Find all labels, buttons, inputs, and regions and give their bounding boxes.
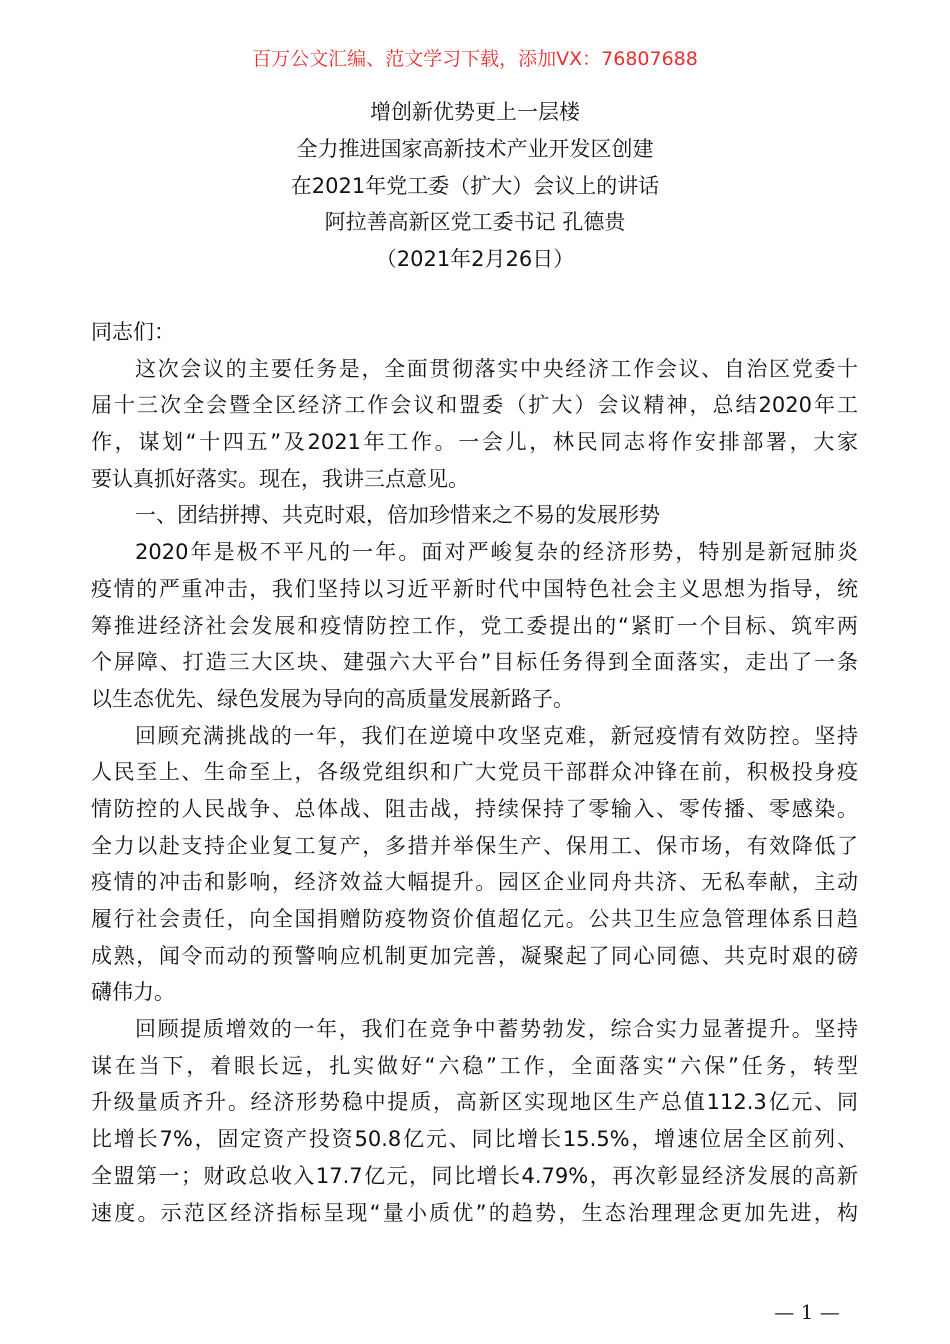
title-line: 增创新优势更上一层楼	[370, 100, 580, 124]
salutation: 同志们：	[91, 320, 175, 344]
document-body	[91, 314, 858, 1231]
page-number: — 1 —	[774, 1300, 840, 1324]
text-line: 个屏障、打造三大区块、建强六大平台”目标任务得到全面落实，走出了一条	[91, 650, 858, 675]
text-line: 2020年是极不平凡的一年。面对严峻复杂的经济形势，特别是新冠肺炎	[135, 540, 858, 565]
text-line: 届十三次全会暨全区经济工作会议和盟委（扩大）会议精神，总结2020年工	[91, 393, 858, 418]
text-line: 人民至上、生命至上，各级党组织和广大党员干部群众冲锋在前，积极投身疫	[91, 760, 858, 785]
text-line: 疫情的冲击和影响，经济效益大幅提升。园区企业同舟共济、无私奉献，主动	[91, 870, 858, 895]
text-line: 礴伟力。	[91, 980, 175, 1005]
text-line: 全盟第一；财政总收入17.7亿元，同比增长4.79%，再次彰显经济发展的高新	[91, 1163, 858, 1188]
paragraph-3	[91, 718, 858, 1012]
text-line: 筹推进经济社会发展和疫情防控工作，党工委提出的“紧盯一个目标、筑牢两	[91, 613, 858, 638]
text-line: 疫情的严重冲击，我们坚持以习近平新时代中国特色社会主义思想为指导，统	[91, 576, 858, 601]
text-line: 成熟，闻令而动的预警响应机制更加完善，凝聚起了同心同德、共克时艰的磅	[91, 943, 858, 968]
date-line: （2021年2月26日）	[375, 247, 575, 272]
paragraph-4	[91, 1011, 858, 1231]
text-line: 履行社会责任，向全国捐赠防疫物资价值超亿元。公共卫生应急管理体系日趋	[91, 907, 858, 931]
text-line: 速度。示范区经济指标呈现“量小质优”的趋势，生态治理理念更加先进，构	[91, 1200, 858, 1225]
text-line: 情防控的人民战争、总体战、阻击战，持续保持了零输入、零传播、零感染。	[91, 796, 858, 821]
subtitle-line: 全力推进国家高新技术产业开发区创建	[296, 136, 654, 161]
watermark-banner: 百万公文汇编、范文学习下载，添加VX：76807688	[252, 48, 698, 70]
text-line: 升级量质齐升。经济形势稳中提质，高新区实现地区生产总值112.3亿元、同	[91, 1090, 858, 1115]
occasion-line: 在2021年党工委（扩大）会议上的讲话	[290, 173, 660, 198]
text-line: 谋在当下，着眼长远，扎实做好“六稳”工作，全面落实“六保”任务，转型	[91, 1053, 858, 1078]
text-line: 以生态优先、绿色发展为导向的高质量发展新路子。	[91, 686, 574, 711]
text-line: 全力以赴支持企业复工复产，多措并举保生产、保用工、保市场，有效降低了	[91, 833, 858, 858]
text-line: 要认真抓好落实。现在，我讲三点意见。	[91, 466, 469, 491]
paragraph-2	[91, 534, 858, 717]
text-line: 这次会议的主要任务是，全面贯彻落实中央经济工作会议、自治区党委十	[135, 356, 858, 381]
text-line: 回顾充满挑战的一年，我们在逆境中攻坚克难，新冠疫情有效防控。坚持	[135, 723, 858, 748]
speaker-line: 阿拉善高新区党工委书记 孔德贵	[324, 210, 626, 235]
section-heading-1: 一、团结拼搏、共克时艰，倍加珍惜来之不易的发展形势	[135, 503, 660, 528]
text-line: 回顾提质增效的一年，我们在竞争中蓄势勃发，综合实力显著提升。坚持	[135, 1017, 858, 1042]
text-line: 比增长7%，固定资产投资50.8亿元、同比增长15.5%，增速位居全区前列、	[91, 1127, 858, 1152]
text-line: 作，谋划“十四五”及2021年工作。一会儿，林民同志将作安排部署，大家	[91, 430, 858, 455]
document-title-block	[0, 94, 950, 278]
paragraph-1	[91, 351, 858, 498]
